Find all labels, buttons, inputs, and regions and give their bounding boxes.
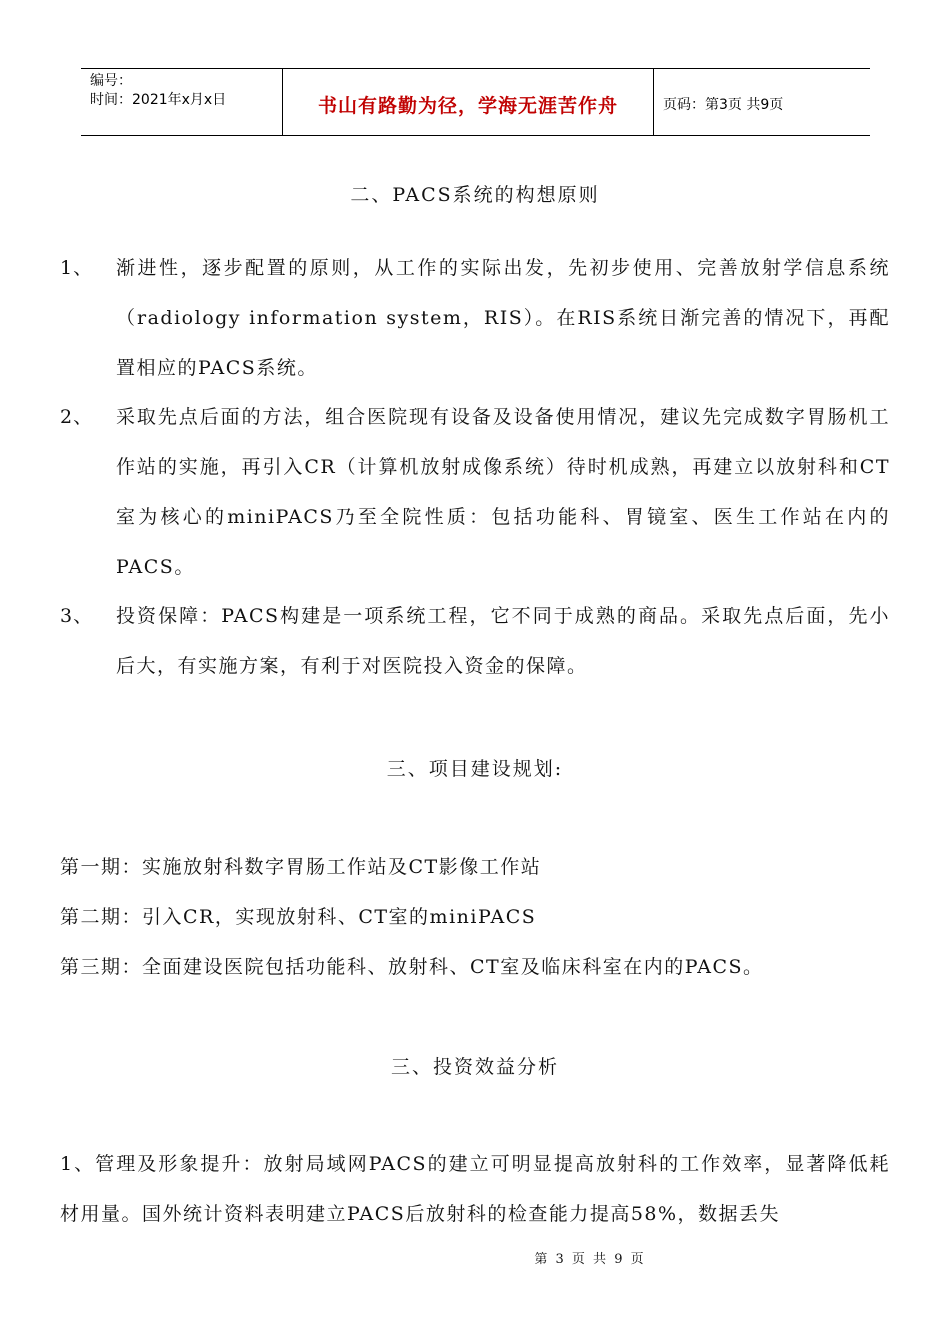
header-meta bbox=[81, 69, 283, 135]
page-footer: 第 3 页 共 9 页 bbox=[534, 1252, 646, 1267]
phase-2: 第二期：引入CR，实现放射科、CT室的miniPACS bbox=[60, 906, 537, 928]
item-number: 1、 bbox=[60, 257, 94, 279]
header-motto: 书山有路勤为径，学海无涯苦作舟 bbox=[283, 69, 654, 135]
principle-item-3 bbox=[60, 591, 890, 691]
section-title-planning: 三、项目建设规划: bbox=[386, 758, 564, 780]
benefit-paragraph: 1、管理及形象提升：放射局域网PACS的建立可明显提高放射科的工作效率，显著降低耗材用量。国外统计资料表明建立PACS后放射科的检查能力提高58%，数据丢失 bbox=[60, 1153, 890, 1225]
phase-1: 第一期：实施放射科数字胃肠工作站及CT影像工作站 bbox=[60, 856, 542, 878]
item-text: 渐进性，逐步配置的原则，从工作的实际出发，先初步使用、完善放射学信息系统（radiology information system，RIS）。在RIS系统日渐完善的情况下，再配置相应的PACS系统。 bbox=[116, 257, 890, 379]
principle-item-2 bbox=[60, 392, 890, 592]
item-number: 3、 bbox=[60, 605, 94, 627]
principle-item-1 bbox=[60, 243, 890, 393]
item-text: 采取先点后面的方法，组合医院现有设备及设备使用情况，建议先完成数字胃肠机工作站的实施，再引入CR（计算机放射成像系统）待时机成熟，再建立以放射科和CT室为核心的miniPACS乃至全院性质：包括功能科、胃镜室、医生工作站在内的PACS。 bbox=[116, 406, 890, 578]
header-page-number: 页码：第3页 共9页 bbox=[663, 97, 784, 113]
header-number: 编号： bbox=[90, 73, 132, 89]
item-number: 2、 bbox=[60, 406, 94, 428]
section-title-principles: 二、PACS系统的构想原则 bbox=[350, 184, 600, 206]
phase-3: 第三期：全面建设医院包括功能科、放射科、CT室及临床科室在内的PACS。 bbox=[60, 956, 764, 978]
page-header bbox=[81, 68, 870, 136]
header-date: 时间：2021年x月x日 bbox=[90, 92, 227, 108]
section-title-benefit: 三、投资效益分析 bbox=[390, 1056, 559, 1078]
item-text: 投资保障：PACS构建是一项系统工程，它不同于成熟的商品。采取先点后面，先小后大，有实施方案，有利于对医院投入资金的保障。 bbox=[116, 605, 890, 677]
